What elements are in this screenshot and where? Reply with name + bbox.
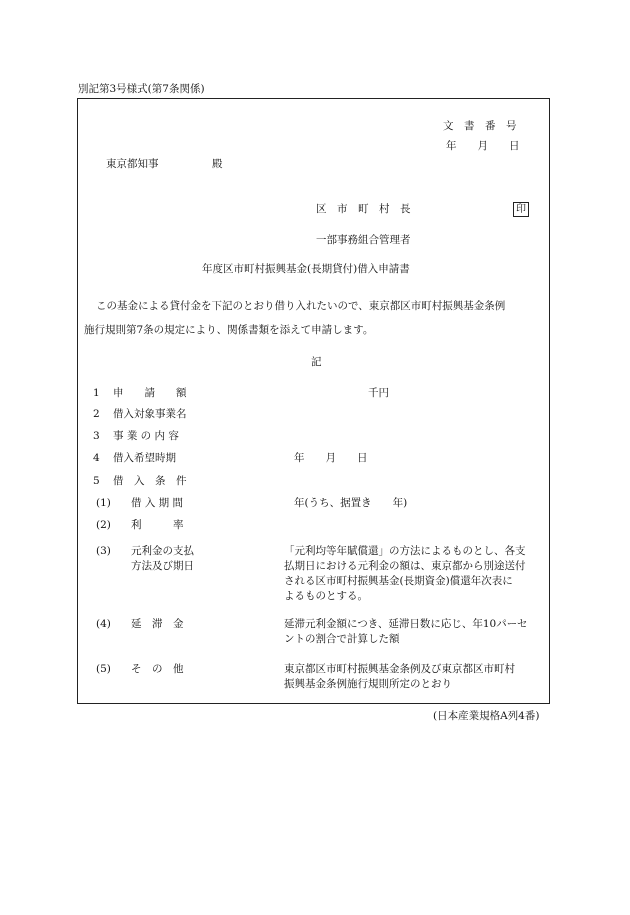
cond-3-label-2: 方法及び期日 — [131, 560, 194, 572]
cond-1-label: 借 入 期 間 — [131, 497, 184, 509]
form-label: 別記第3号様式(第7条関係) — [78, 83, 205, 95]
item-1-value: 千円 — [368, 387, 389, 399]
cond-5-value-1: 東京都区市町村振興基金条例及び東京都区市町村 — [284, 663, 515, 675]
item-4-label: 借入希望時期 — [113, 452, 176, 464]
date-line: 年 月 日 — [446, 140, 520, 152]
form-frame — [77, 98, 550, 704]
item-3-num: 3 — [93, 430, 100, 442]
cond-4-num: (4) — [96, 618, 111, 630]
cond-1-num: (1) — [96, 497, 111, 509]
seal-mark: 印 — [513, 202, 529, 217]
cond-2-label: 利 率 — [131, 519, 184, 531]
item-1-num: 1 — [93, 387, 100, 399]
cond-4-label: 延 滞 金 — [131, 618, 184, 630]
item-4-num: 4 — [93, 452, 100, 464]
document-title: 年度区市町村振興基金(長期貸付)借入申請書 — [202, 263, 410, 275]
doc-number-label: 文 書 番 号 — [443, 120, 517, 132]
cond-2-num: (2) — [96, 519, 111, 531]
honorific: 殿 — [212, 158, 223, 170]
item-5-num: 5 — [93, 475, 100, 487]
cond-5-value-2: 振興基金条例施行規則所定のとおり — [284, 678, 452, 690]
body-line-2: 施行規則第7条の規定により、関係書類を添えて申請します。 — [84, 324, 374, 336]
item-4-value: 年 月 日 — [294, 452, 368, 464]
cond-3-num: (3) — [96, 545, 111, 557]
recipient-name: 東京都知事 — [106, 158, 159, 170]
cond-3-label-1: 元利金の支払 — [131, 545, 194, 557]
item-2-num: 2 — [93, 408, 100, 420]
footer-note: (日本産業規格A列4番) — [433, 710, 540, 722]
cond-4-value-1: 延滞元利金額につき、延滞日数に応じ、年10パーセ — [284, 618, 528, 630]
cond-1-value: 年(うち、据置き 年) — [294, 497, 408, 509]
cond-3-value-1: 「元利均等年賦償還」の方法によるものとし、各支 — [284, 545, 526, 557]
cond-4-value-2: ントの割合で計算した額 — [284, 633, 400, 645]
body-line-1: この基金による貸付金を下記のとおり借り入れたいので、東京都区市町村振興基金条例 — [96, 300, 506, 312]
applicant-title: 区 市 町 村 長 — [316, 203, 411, 215]
item-2-label: 借入対象事業名 — [113, 408, 187, 420]
item-1-label: 申 請 額 — [113, 387, 187, 399]
item-5-label: 借 入 条 件 — [113, 475, 187, 487]
applicant-alt: 一部事務組合管理者 — [316, 234, 411, 246]
cond-3-value-3: される区市町村振興基金(長期資金)償還年次表に — [284, 575, 513, 587]
cond-5-num: (5) — [96, 663, 111, 675]
cond-3-value-4: よるものとする。 — [284, 590, 368, 602]
ki-marker: 記 — [311, 356, 322, 368]
cond-3-value-2: 払期日における元利金の額は、東京都から別途送付 — [284, 560, 526, 572]
cond-5-label: そ の 他 — [131, 663, 184, 675]
item-3-label: 事 業 の 内 容 — [113, 430, 179, 442]
